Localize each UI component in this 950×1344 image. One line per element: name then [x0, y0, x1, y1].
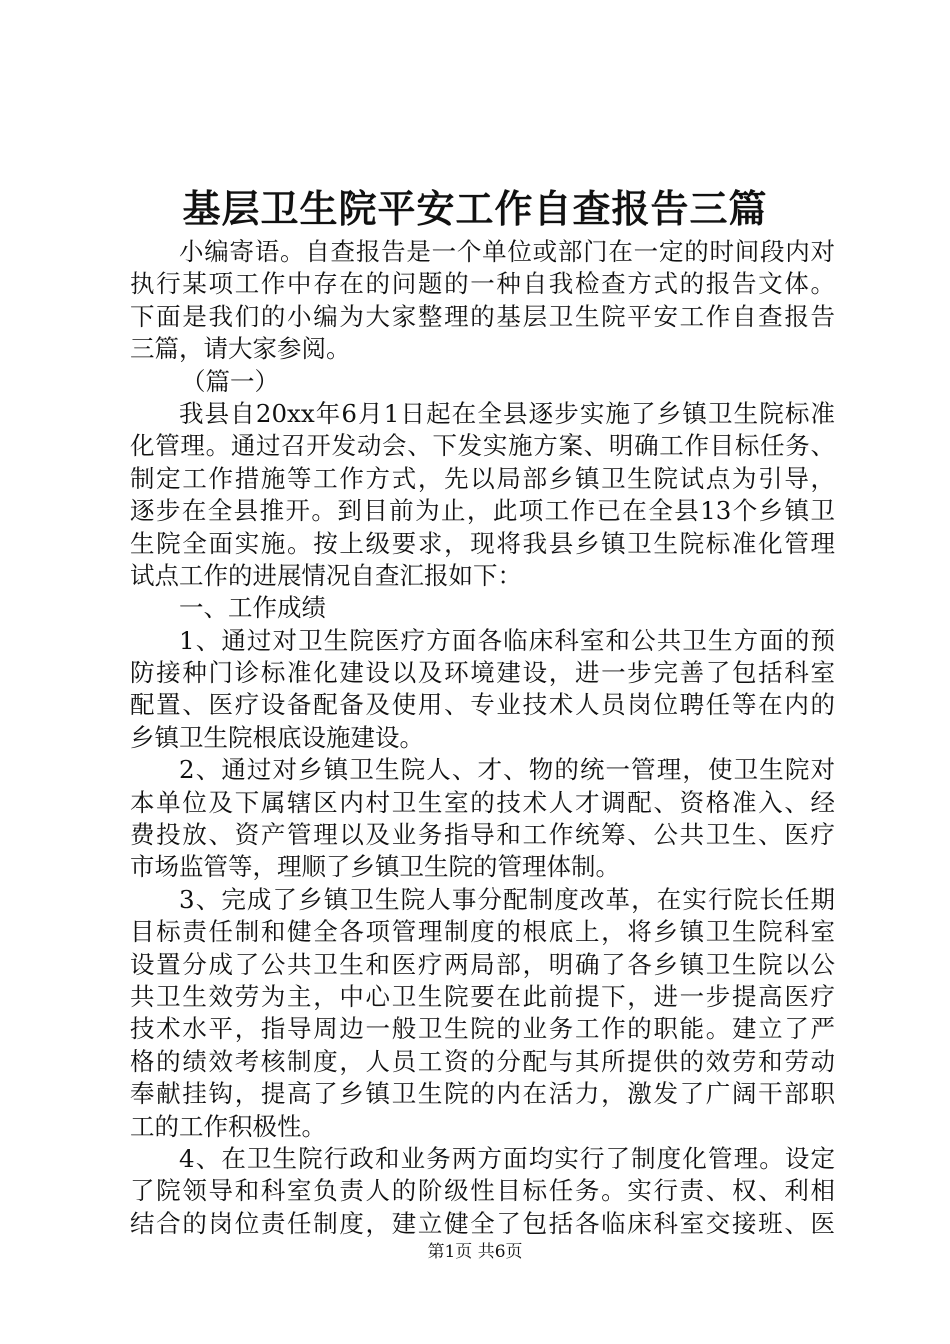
body-line: 化管理。通过召开发动会、下发实施方案、明确工作目标任务、	[130, 431, 835, 461]
body-line: 技术水平，指导周边一般卫生院的业务工作的职能。建立了严	[130, 1014, 835, 1044]
section-heading: （篇一）	[181, 366, 279, 396]
body-line: 4、在卫生院行政和业务两方面均实行了制度化管理。设定	[179, 1143, 835, 1173]
body-line: 设置分成了公共卫生和医疗两局部，明确了各乡镇卫生院以公	[130, 949, 835, 979]
body-line: 费投放、资产管理以及业务指导和工作统筹、公共卫生、医疗	[130, 820, 835, 850]
body-line: 1、通过对卫生院医疗方面各临床科室和公共卫生方面的预	[179, 625, 835, 655]
document-body	[130, 236, 835, 1240]
body-line: 生院全面实施。按上级要求，现将我县乡镇卫生院标准化管理	[130, 528, 835, 558]
body-line: 奉献挂钩，提高了乡镇卫生院的内在活力，激发了广阔干部职	[130, 1079, 835, 1109]
body-line: 了院领导和科室负责人的阶级性目标任务。实行责、权、利相	[130, 1176, 835, 1206]
body-line: 市场监管等，理顺了乡镇卫生院的管理体制。	[130, 852, 620, 882]
body-line: 三篇，请大家参阅。	[130, 334, 351, 364]
body-line: 小编寄语。自查报告是一个单位或部门在一定的时间段内对	[179, 237, 835, 266]
body-line: 我县自20xx年6月1日起在全县逐步实施了乡镇卫生院标准	[179, 398, 835, 428]
section-heading: 一、工作成绩	[179, 593, 326, 623]
page-footer: 第1页 共6页	[427, 1242, 523, 1262]
body-line: 下面是我们的小编为大家整理的基层卫生院平安工作自查报告	[130, 301, 835, 331]
body-line: 乡镇卫生院根底设施建设。	[130, 722, 424, 752]
body-line: 制定工作措施等工作方式，先以局部乡镇卫生院试点为引导，	[130, 463, 835, 493]
body-line: 格的绩效考核制度，人员工资的分配与其所提供的效劳和劳动	[130, 1046, 835, 1076]
body-line: 防接种门诊标准化建设以及环境建设，进一步完善了包括科室	[130, 658, 835, 688]
body-line: 共卫生效劳为主，中心卫生院要在此前提下，进一步提高医疗	[130, 981, 835, 1011]
body-line: 逐步在全县推开。到目前为止，此项工作已在全县13个乡镇卫	[130, 496, 835, 526]
body-line: 工的工作积极性。	[130, 1111, 326, 1141]
body-line: 3、完成了乡镇卫生院人事分配制度改革，在实行院长任期	[179, 884, 835, 914]
body-line: 本单位及下属辖区内村卫生室的技术人才调配、资格准入、经	[130, 787, 835, 817]
body-line: 结合的岗位责任制度，建立健全了包括各临床科室交接班、医	[130, 1208, 835, 1238]
body-line: 2、通过对乡镇卫生院人、才、物的统一管理，使卫生院对	[179, 755, 835, 785]
body-line: 试点工作的进展情况自查汇报如下：	[130, 560, 522, 590]
body-line: 执行某项工作中存在的问题的一种自我检查方式的报告文体。	[130, 269, 835, 299]
body-line: 配置、医疗设备配备及使用、专业技术人员岗位聘任等在内的	[130, 690, 835, 720]
document-title: 基层卫生院平安工作自查报告三篇	[182, 186, 768, 231]
body-line: 目标责任制和健全各项管理制度的根底上，将乡镇卫生院科室	[130, 917, 835, 947]
